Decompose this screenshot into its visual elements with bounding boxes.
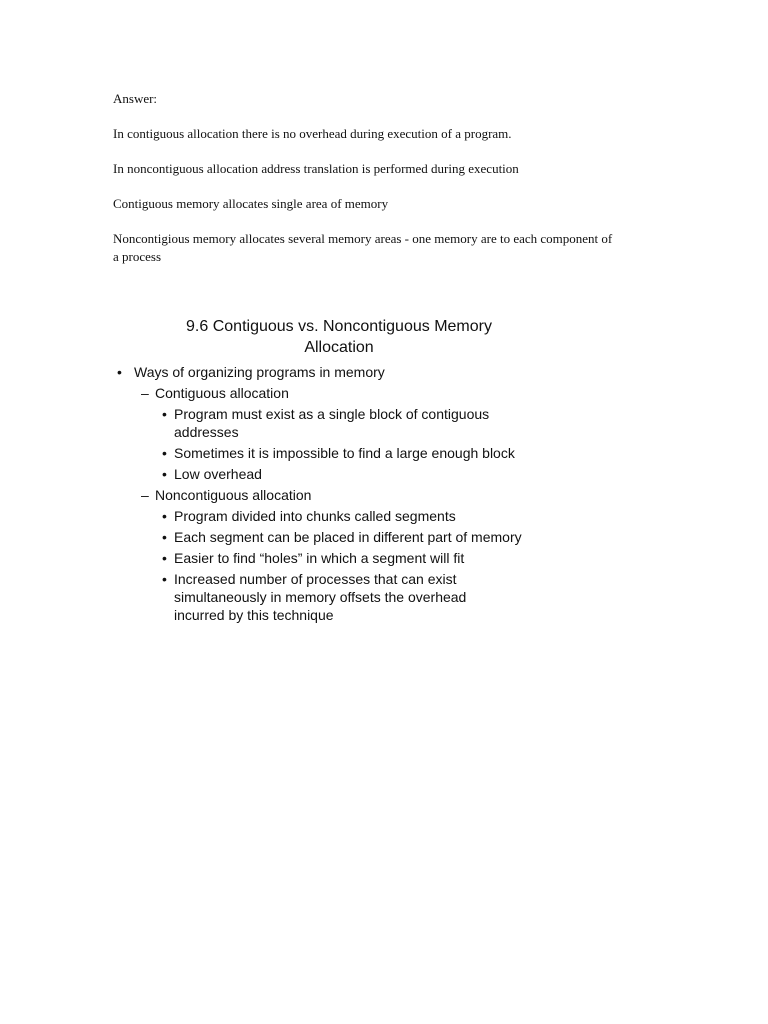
- bullet-marker: •: [162, 529, 167, 545]
- list-item: [113, 549, 504, 567]
- list-item-text: Increased number of processes that can exist simultaneously in memory offsets the overhead incurred by this technique: [174, 571, 467, 623]
- list-item-text: Easier to find “holes” in which a segment will fit: [174, 550, 465, 566]
- slide-title-line2: Allocation: [304, 339, 374, 356]
- slide-title: [113, 316, 565, 358]
- noncontiguous-label: Noncontiguous allocation: [155, 487, 312, 503]
- list-item: [113, 507, 504, 525]
- dash-marker: –: [141, 385, 149, 401]
- answer-paragraph: Noncontigious memory allocates several memory areas - one memory are to each component of a process: [113, 231, 613, 264]
- main-point-text: Ways of organizing programs in memory: [134, 364, 385, 380]
- answer-paragraph: In noncontiguous allocation address translation is performed during execution: [113, 161, 519, 176]
- slide-title-line1: 9.6 Contiguous vs. Noncontiguous Memory: [186, 318, 492, 335]
- bullet-marker: •: [117, 364, 122, 380]
- main-point: [113, 363, 593, 381]
- list-item-text: Low overhead: [174, 466, 262, 482]
- bullet-marker: •: [162, 508, 167, 524]
- list-item: [113, 465, 504, 483]
- contiguous-label: Contiguous allocation: [155, 385, 289, 401]
- answer-heading: Answer:: [113, 91, 158, 106]
- noncontiguous-heading: [113, 486, 593, 504]
- bullet-marker: •: [162, 406, 167, 422]
- bullet-marker: •: [162, 466, 167, 482]
- slide-section: [113, 316, 593, 627]
- list-item-text: Program divided into chunks called segments: [174, 508, 456, 524]
- list-item-text: Sometimes it is impossible to find a large enough block: [174, 445, 515, 461]
- list-item: [113, 528, 522, 546]
- contiguous-heading: [113, 384, 593, 402]
- list-item: [113, 570, 494, 624]
- list-item-text: Program must exist as a single block of contiguous addresses: [174, 406, 490, 440]
- answer-paragraph: Contiguous memory allocates single area of memory: [113, 196, 389, 211]
- answer-section: [113, 90, 613, 283]
- bullet-marker: •: [162, 445, 167, 461]
- dash-marker: –: [141, 487, 149, 503]
- bullet-marker: •: [162, 571, 167, 587]
- list-item: [113, 405, 504, 441]
- answer-paragraph: In contiguous allocation there is no overhead during execution of a program.: [113, 126, 512, 141]
- bullet-marker: •: [162, 550, 167, 566]
- list-item: [113, 444, 515, 462]
- list-item-text: Each segment can be placed in different part of memory: [174, 529, 522, 545]
